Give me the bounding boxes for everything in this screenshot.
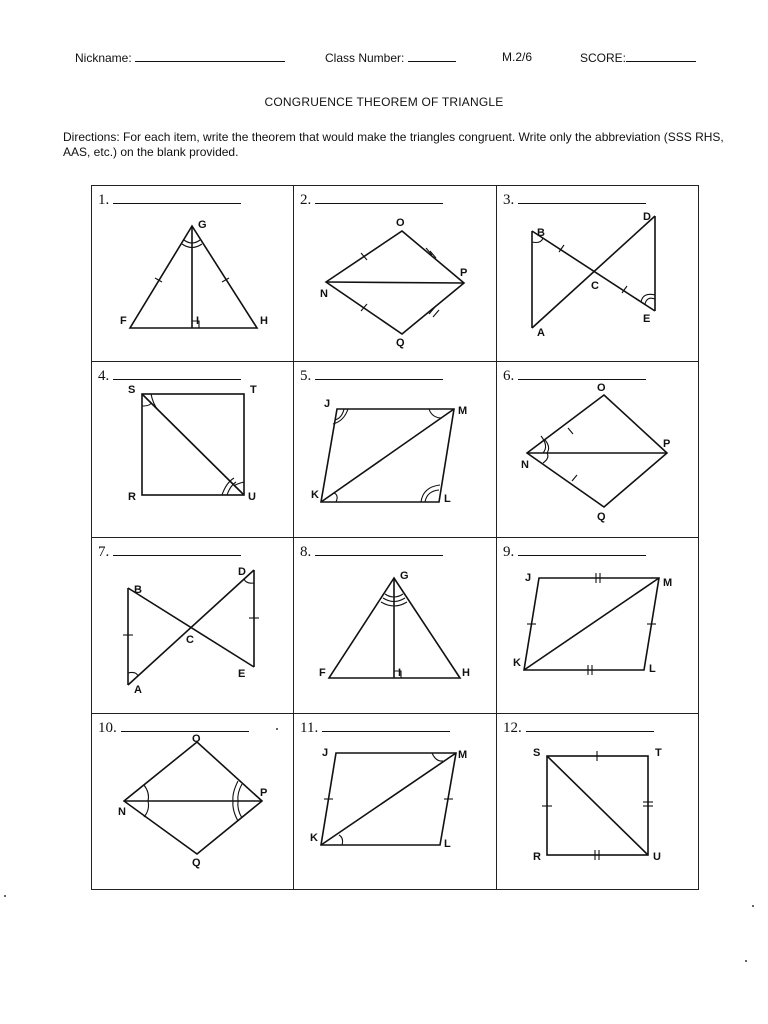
- vertex-label: K: [311, 489, 319, 501]
- vertex-label: B: [537, 227, 545, 239]
- problem-grid: [91, 185, 699, 890]
- vertex-label: M: [458, 749, 468, 761]
- scan-speck: [745, 960, 747, 962]
- problem-number: 12.: [503, 718, 654, 737]
- score-label: SCORE:: [580, 51, 627, 65]
- vertex-label: L: [444, 838, 451, 850]
- scan-speck: [752, 905, 754, 907]
- vertex-label: C: [186, 634, 194, 646]
- vertex-label: H: [462, 667, 470, 679]
- vertex-label: A: [537, 327, 545, 339]
- vertex-label: C: [591, 280, 599, 292]
- class-number-field: [325, 50, 456, 65]
- vertex-label: A: [134, 684, 142, 696]
- directions-text: Directions: For each item, write the theorem that would make the triangles congruent. Write only the abbreviation (SSS RHS, AAS, etc.) on the blank provided.: [63, 130, 724, 159]
- class-number-blank[interactable]: [408, 50, 456, 62]
- vertex-label: E: [643, 313, 651, 325]
- nickname-field: [75, 50, 285, 65]
- class-code: M.2/6: [502, 50, 533, 64]
- figure-6: [497, 362, 699, 538]
- vertex-label: T: [250, 384, 257, 396]
- figure-7: [92, 538, 294, 714]
- vertex-label: J: [322, 747, 329, 759]
- nickname-label: Nickname:: [75, 51, 132, 65]
- score-field: [580, 50, 696, 65]
- vertex-label: G: [198, 219, 207, 231]
- problem-11: [294, 714, 497, 890]
- problem-10: [92, 714, 294, 890]
- vertex-label: J: [324, 398, 331, 410]
- vertex-label: L: [444, 493, 451, 505]
- figure-10: [92, 714, 294, 890]
- scan-speck: [4, 895, 6, 897]
- vertex-label: D: [238, 566, 246, 578]
- vertex-label: J: [525, 572, 532, 584]
- vertex-label: G: [400, 570, 409, 582]
- vertex-label: B: [134, 584, 142, 596]
- problem-number: 11.: [300, 718, 450, 737]
- vertex-label: P: [663, 438, 671, 450]
- problem-2: [294, 186, 497, 362]
- worksheet-title: CONGRUENCE THEOREM OF TRIANGLE: [264, 95, 504, 109]
- figure-4: [92, 362, 294, 538]
- vertex-label: M: [458, 405, 468, 417]
- vertex-label: K: [310, 832, 318, 844]
- problem-6: [497, 362, 699, 538]
- vertex-label: O: [192, 733, 201, 745]
- vertex-label: R: [128, 491, 136, 503]
- problem-number: 3.: [503, 190, 646, 209]
- figure-8: [294, 538, 496, 714]
- figure-12: [497, 714, 699, 890]
- problem-4: [92, 362, 294, 538]
- vertex-label: S: [128, 384, 136, 396]
- problem-1: [92, 186, 294, 362]
- vertex-label: F: [120, 315, 127, 327]
- problem-number: 7.: [98, 542, 241, 561]
- vertex-label: O: [396, 217, 405, 229]
- scan-speck: [276, 728, 278, 730]
- vertex-label: F: [319, 667, 326, 679]
- vertex-label: I: [196, 315, 200, 327]
- problem-number: 5.: [300, 366, 443, 385]
- problem-number: 2.: [300, 190, 443, 209]
- figure-5: [294, 362, 496, 538]
- vertex-label: E: [238, 668, 246, 680]
- problem-12: [497, 714, 699, 890]
- vertex-label: N: [118, 806, 126, 818]
- problem-5: [294, 362, 497, 538]
- score-blank[interactable]: [626, 50, 696, 62]
- problem-7: [92, 538, 294, 714]
- vertex-label: Q: [192, 857, 201, 869]
- problem-number: 9.: [503, 542, 646, 561]
- vertex-label: O: [597, 382, 606, 394]
- problem-number: 8.: [300, 542, 443, 561]
- problem-number: 10.: [98, 718, 249, 737]
- vertex-label: U: [248, 491, 256, 503]
- problem-number: 6.: [503, 366, 646, 385]
- problem-number: 1.: [98, 190, 241, 209]
- nickname-blank[interactable]: [135, 50, 285, 62]
- problem-3: [497, 186, 699, 362]
- figure-1: [92, 186, 294, 362]
- vertex-label: R: [533, 851, 541, 863]
- vertex-label: H: [260, 315, 268, 327]
- vertex-label: T: [655, 747, 662, 759]
- vertex-label: N: [521, 459, 529, 471]
- problem-8: [294, 538, 497, 714]
- vertex-label: K: [513, 657, 521, 669]
- problem-9: [497, 538, 699, 714]
- vertex-label: M: [663, 577, 673, 589]
- vertex-label: Q: [396, 337, 405, 349]
- vertex-label: Q: [597, 511, 606, 523]
- vertex-label: P: [460, 267, 468, 279]
- vertex-label: U: [653, 851, 661, 863]
- problem-number: 4.: [98, 366, 241, 385]
- vertex-label: N: [320, 288, 328, 300]
- figure-3: [497, 186, 699, 362]
- figure-2: [294, 186, 496, 362]
- vertex-label: D: [643, 211, 651, 223]
- vertex-label: L: [649, 663, 656, 675]
- figure-9: [497, 538, 699, 714]
- class-number-label: Class Number:: [325, 51, 405, 65]
- figure-11: [294, 714, 496, 890]
- vertex-label: I: [398, 667, 402, 679]
- vertex-label: S: [533, 747, 541, 759]
- vertex-label: P: [260, 787, 268, 799]
